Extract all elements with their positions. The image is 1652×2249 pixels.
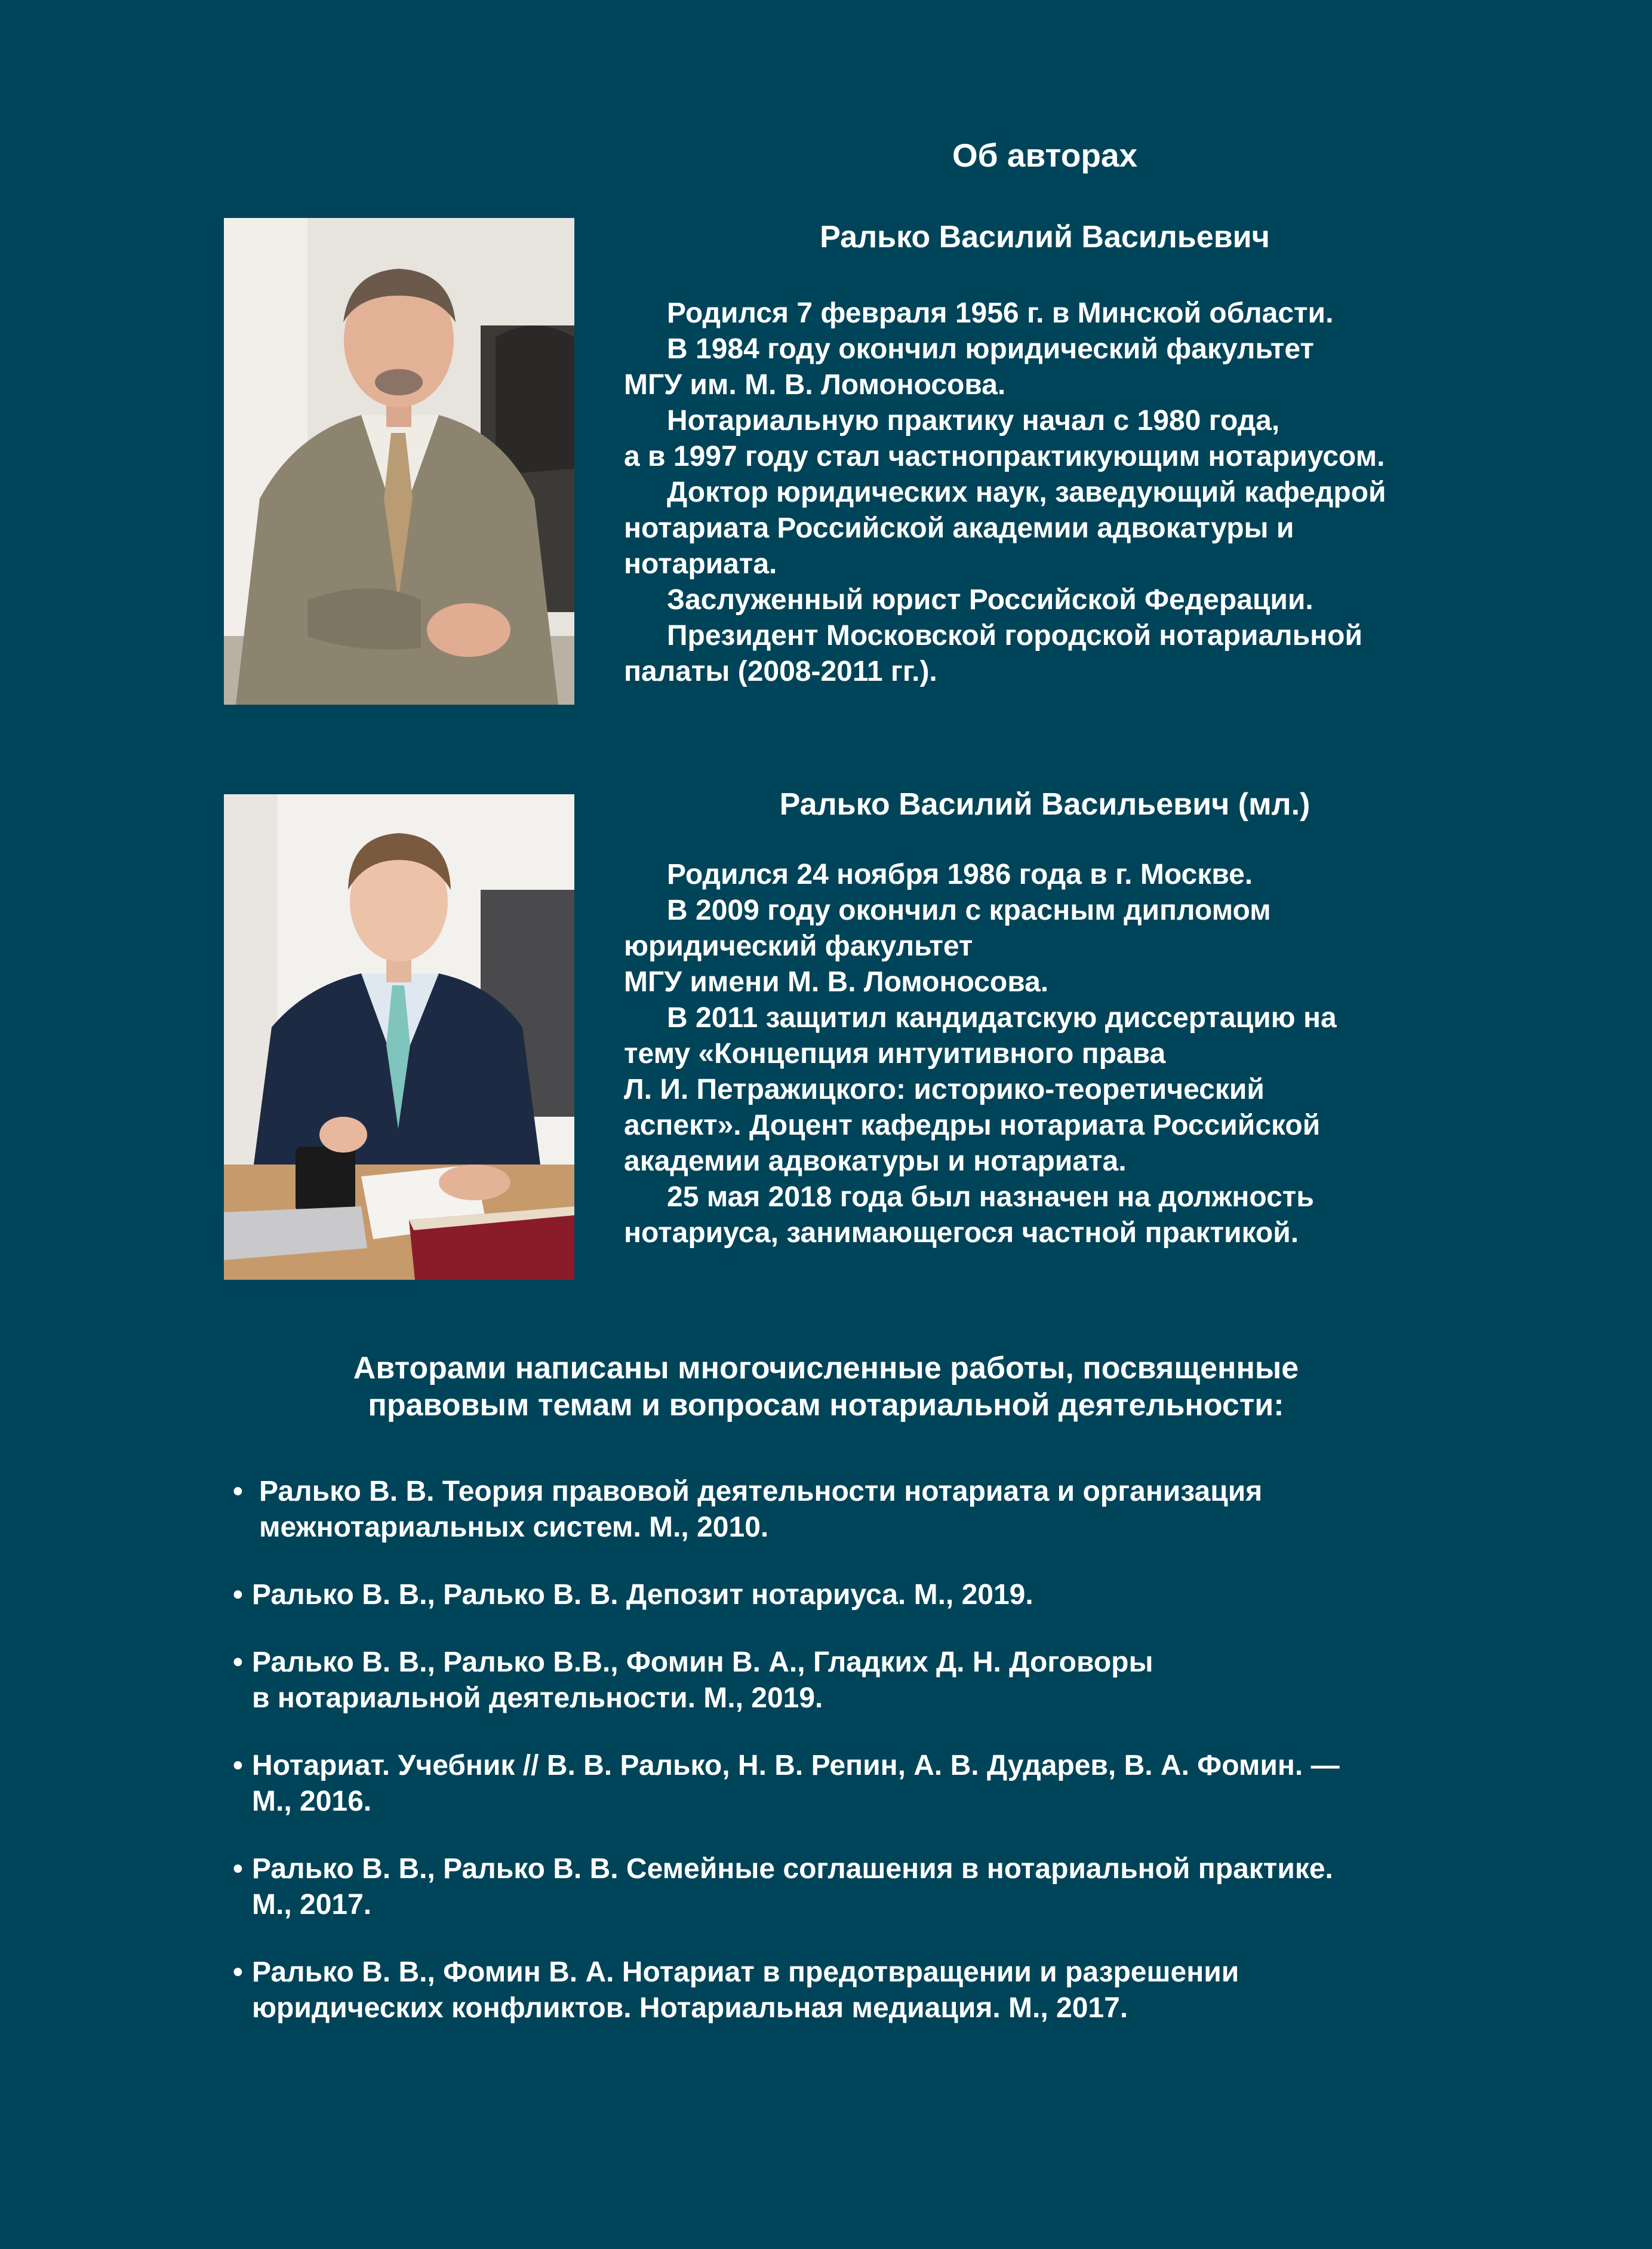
bio-line: В 2011 защитил кандидатскую диссертацию на xyxy=(667,1002,1337,1034)
bio-line: В 2009 году окончил с красным дипломом xyxy=(667,895,1271,926)
bio-line: Нотариальную практику начал с 1980 года, xyxy=(667,405,1280,437)
bio-line: В 1984 году окончил юридический факультет xyxy=(667,333,1314,365)
author-bio-junior xyxy=(624,857,1490,1251)
work-text: межнотариальных систем. М., 2010. xyxy=(259,1511,769,1543)
bio-line: тему «Концепция интуитивного права xyxy=(624,1038,1166,1070)
works-list-item xyxy=(233,1645,1516,1716)
bio-line: Родился 24 ноября 1986 года в г. Москве. xyxy=(667,859,1253,890)
bio-line: Родился 7 февраля 1956 г. в Минской области. xyxy=(667,297,1334,329)
author-bio-senior xyxy=(624,296,1490,690)
work-text: М., 2016. xyxy=(252,1786,372,1817)
author-name-junior: Ралько Василий Васильевич (мл.) xyxy=(779,787,1310,822)
works-list-item xyxy=(233,1748,1516,1820)
bio-line: юридический факультет xyxy=(624,930,973,962)
author-photo-junior xyxy=(224,794,574,1280)
bio-line: МГУ имени М. В. Ломоносова. xyxy=(624,966,1049,998)
work-text: Ралько В. В., Ралько В.В., Фомин В. А., Гладких Д. Н. Договоры xyxy=(252,1646,1153,1678)
bio-line: а в 1997 году стал частнопрактикующим нотариусом. xyxy=(624,441,1385,472)
works-list-item xyxy=(233,1577,1516,1613)
bullet-icon: • xyxy=(233,1476,243,1507)
bio-line: нотариата Российской академии адвокатуры и xyxy=(624,512,1294,544)
bullet-icon: • xyxy=(233,1646,243,1678)
bullet-icon: • xyxy=(233,1956,243,1988)
bio-line: палаты (2008-2011 гг.). xyxy=(624,656,937,687)
work-text: Ралько В. В., Фомин В. А. Нотариат в предотвращении и разрешении xyxy=(252,1956,1239,1988)
bullet-icon: • xyxy=(233,1579,243,1611)
works-list xyxy=(233,1474,1516,2026)
bio-line: 25 мая 2018 года был назначен на должность xyxy=(667,1181,1314,1213)
bio-line: аспект». Доцент кафедры нотариата Российской xyxy=(624,1110,1321,1141)
bio-line: МГУ им. М. В. Ломоносова. xyxy=(624,369,1006,401)
author-name-senior: Ралько Василий Васильевич xyxy=(820,220,1270,254)
works-heading xyxy=(179,1350,1473,1424)
bio-line: нотариата. xyxy=(624,548,777,580)
work-text: в нотариальной деятельности. М., 2019. xyxy=(252,1682,823,1714)
bio-line: Л. И. Петражицкого: историко-теоретический xyxy=(624,1074,1265,1105)
works-list-item xyxy=(233,1955,1516,2026)
page-title: Об авторах xyxy=(952,137,1138,174)
bio-line: академии адвокатуры и нотариата. xyxy=(624,1145,1127,1177)
work-text: Ралько В. В., Ралько В. В. Семейные соглашения в нотариальной практике. xyxy=(252,1853,1333,1885)
work-text: Ралько В. В. Теория правовой деятельности нотариата и организация xyxy=(259,1476,1263,1507)
bio-line: нотариуса, занимающегося частной практикой. xyxy=(624,1217,1299,1249)
bio-line: Доктор юридических наук, заведующий кафедрой xyxy=(667,477,1386,508)
author-photo-senior xyxy=(224,218,574,705)
works-heading-line: правовым темам и вопросам нотариальной деятельности: xyxy=(368,1388,1284,1422)
works-list-item xyxy=(233,1474,1516,1546)
bullet-icon: • xyxy=(233,1853,243,1885)
bio-line: Заслуженный юрист Российской Федерации. xyxy=(667,584,1313,616)
works-heading-line: Авторами написаны многочисленные работы, посвященные xyxy=(353,1351,1299,1385)
work-text: М., 2017. xyxy=(252,1889,372,1921)
bullet-icon: • xyxy=(233,1750,243,1781)
bio-line: Президент Московской городской нотариальной xyxy=(667,620,1362,652)
work-text: Ралько В. В., Ралько В. В. Депозит нотариуса. М., 2019. xyxy=(252,1579,1033,1611)
work-text: Нотариат. Учебник // В. В. Ралько, Н. В. Репин, А. В. Дударев, В. А. Фомин. — xyxy=(252,1750,1340,1781)
work-text: юридических конфликтов. Нотариальная медиация. М., 2017. xyxy=(252,1992,1128,2024)
works-list-item xyxy=(233,1851,1516,1923)
